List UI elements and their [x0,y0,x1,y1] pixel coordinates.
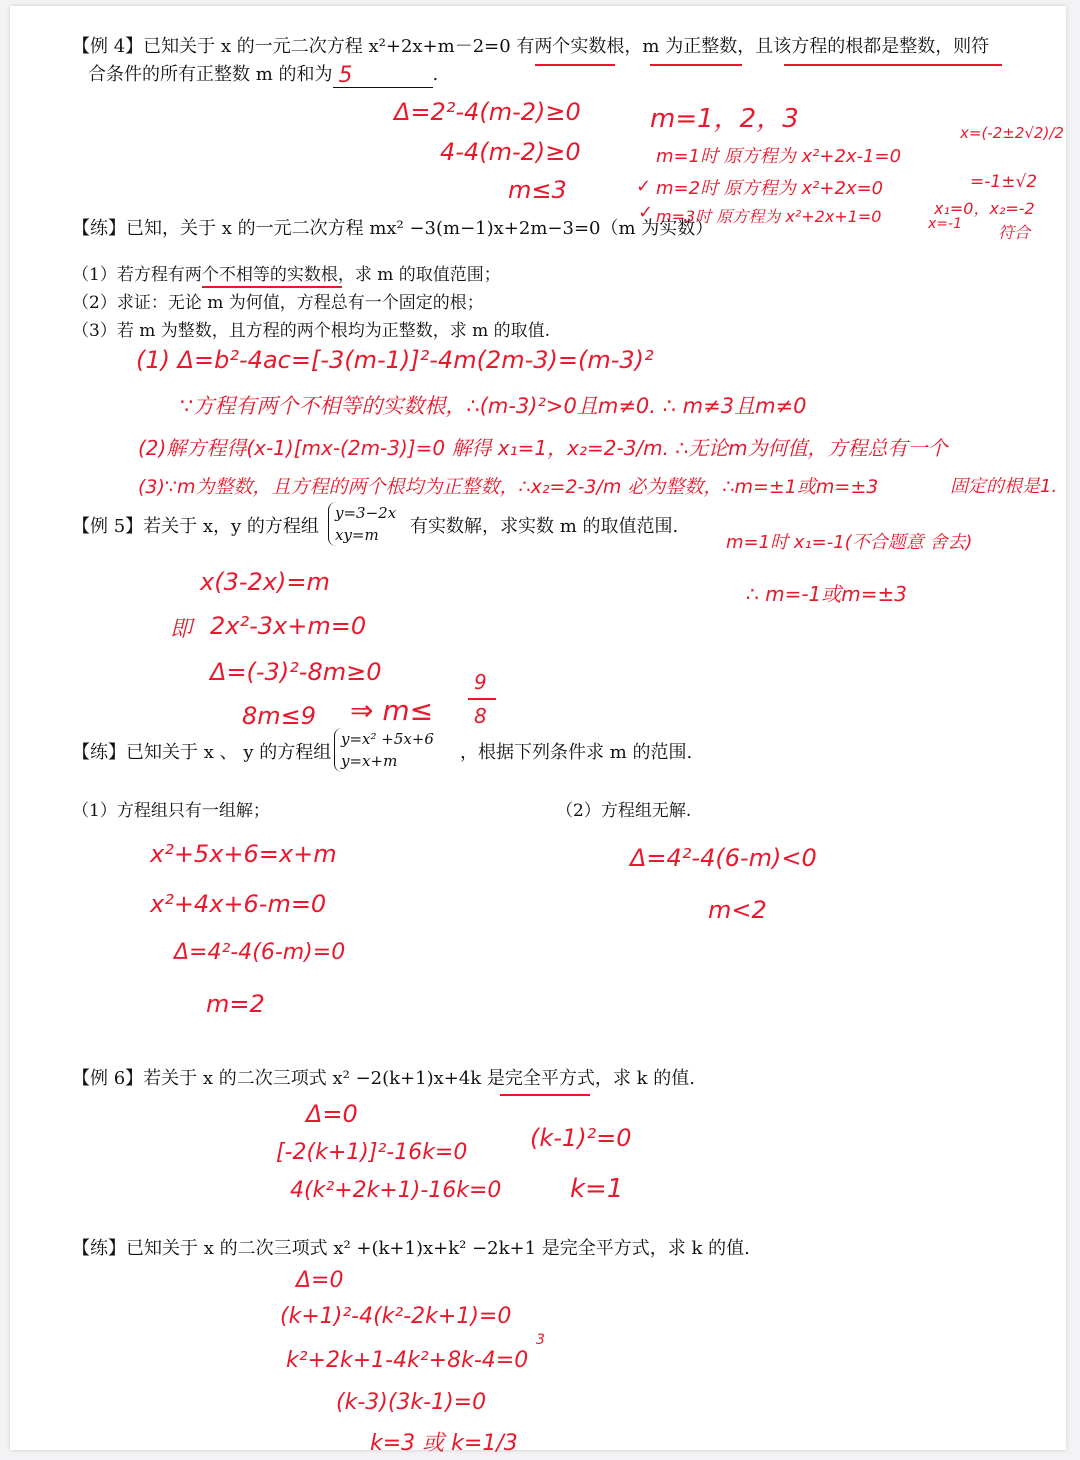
hw-lian2-a3: m=2 [206,990,265,1018]
hw-ex5-4: 8m≤9 [242,702,317,730]
ex4-line2-text: 合条件的所有正整数 m 的和为 [88,64,333,85]
hw-ex5-1: 即 [170,617,193,642]
hw-ex4-3: m=1，2，3 [650,104,799,134]
hw-ex5-2: 2x²-3x+m=0 [210,612,367,640]
worksheet-page [10,6,1066,1456]
hw-ex4-5: m=2时 原方程为 x²+2x=0 [656,178,884,199]
hw-lian3-5: k=3 或 k=1/3 [370,1431,518,1456]
hw-lian3-0: Δ=0 [296,1268,344,1293]
ex5-system [328,502,396,546]
lian2-q2: （2）方程组无解. [556,801,692,821]
hw-lian3-3: 3 [536,1332,545,1348]
hw-ex4-0: Δ=2²-4(m-2)≥0 [394,98,581,126]
lian2-q1: （1）方程组只有一组解； [72,801,270,821]
hw-ex5-5: ⇒ m≤ [350,694,434,727]
hw-ex6-1: [-2(k+1)]²-16k=0 [276,1140,468,1165]
hw-lian1-3: 固定的根是1. [950,476,1058,497]
fraction-bar [468,698,496,700]
ex4-line2-end: . [432,64,439,85]
underline [535,64,615,66]
hw-lian2-a0: x²+5x+6=x+m [150,840,337,868]
hw-ex4-11: 符合 [998,223,1031,242]
hw-lian1-5: m=1时 x₁=-1(不合题意 舍去) [726,532,973,553]
hw-ex4-4: m=1时 原方程为 x²+2x-1=0 [656,146,902,167]
ex4-line2 [88,62,438,88]
underline [202,286,342,288]
hw-ex6-3: (k-1)²=0 [530,1124,632,1152]
check-mark: ✓ [636,176,652,197]
underline [500,1094,590,1096]
hw-lian1-0: (1) Δ=b²-4ac=[-3(m-1)]²-4m(2m-3)=(m-3)² [136,346,654,374]
ex5-text2: 有实数解，求实数 m 的取值范围. [410,516,679,537]
lian2-system [334,728,434,772]
hw-ex4-7: x=(-2±2√2)/2 [960,124,1064,142]
lian1-q2: （2）求证：无论 m 为何值，方程总有一个固定的根； [72,293,484,313]
hw-ex4-2: m≤3 [508,176,567,204]
lian1-q3: （3）若 m 为整数，且方程的两个根均为正整数，求 m 的取值. [72,321,551,341]
lian1-q1: （1）若方程有两个不相等的实数根，求 m 的取值范围； [72,265,501,285]
hw-ex6-4: k=1 [570,1174,624,1204]
hw-ex5-0: x(3-2x)=m [200,568,330,596]
hw-lian1-2: (2)解方程得(x-1)[mx-(2m-3)]=0 解得 x₁=1，x₂=2-3/m. ∴无论m为何值，方程总有一个 [138,436,948,460]
ex6-text: 【例 6】若关于 x 的二次三项式 x² −2(k+1)x+4k 是完全平方式，求 k 的值. [72,1068,695,1089]
hw-ex5-6: 9 [474,670,487,694]
hw-lian1-6: ∴ m=-1或m=±3 [746,582,907,606]
ex4-line1: 【例 4】已知关于 x 的一元二次方程 x²+2x+m－2=0 有两个实数根，m 为正整数，且该方程的根都是整数，则符 [72,36,990,57]
hw-lian3-1: (k+1)²-4(k²-2k+1)=0 [280,1304,512,1329]
answer-blank [333,63,433,88]
hw-ex5-7: 8 [474,704,487,728]
hw-lian2-b0: Δ=4²-4(6-m)<0 [630,844,817,872]
hw-ex4-1: 4-4(m-2)≥0 [440,138,581,166]
underline [784,64,1002,66]
check-mark: ✓ [638,202,654,223]
lian1-title: 【练】已知，关于 x 的一元二次方程 mx² −3(m−1)x+2m−3=0（m 为实数） [72,218,714,239]
hw-lian1-1: ∵方程有两个不相等的实数根，∴(m-3)²>0且m≠0. ∴ m≠3且m≠0 [180,394,807,418]
ex5-sys2: xy=m [335,526,379,544]
hw-lian2-b1: m<2 [708,896,767,924]
lian2-sys1: y=x² +5x+6 [341,730,434,748]
lian3-text: 【练】已知关于 x 的二次三项式 x² +(k+1)x+k² −2k+1 是完全平方式，求 k 的值. [72,1238,750,1259]
hw-lian3-4: (k-3)(3k-1)=0 [336,1390,487,1415]
hw-ex6-2: 4(k²+2k+1)-16k=0 [290,1178,502,1203]
hw-lian1-4: (3)∵m为整数，且方程的两个根均为正整数，∴x₂=2-3/m 必为整数，∴m=±1或m=±3 [138,476,879,498]
hw-ex5-3: Δ=(-3)²-8m≥0 [210,658,382,686]
lian2-text: 【练】已知关于 x 、 y 的方程组 [72,742,332,763]
hw-lian3-2: k²+2k+1-4k²+8k-4=0 [286,1348,529,1373]
lian2-sys2: y=x+m [341,752,398,770]
lian2-text2: ，根据下列条件求 m 的范围. [460,742,693,763]
hw-ex4-8: =-1±√2 [970,172,1038,192]
ex5-sys1: y=3−2x [335,504,397,522]
underline [650,64,742,66]
hw-ex4-9: x₁=0，x₂=-2 [934,199,1035,218]
ex4-answer: 5 [338,63,353,88]
hw-ex4-6: m=3时 原方程为 x²+2x+1=0 [656,207,882,226]
ex5-text: 【例 5】若关于 x，y 的方程组 [72,516,319,537]
hw-lian2-a2: Δ=4²-4(6-m)=0 [174,940,346,965]
hw-ex4-10: x=-1 [928,216,962,232]
hw-lian2-a1: x²+4x+6-m=0 [150,890,327,918]
hw-ex6-0: Δ=0 [306,1100,358,1128]
